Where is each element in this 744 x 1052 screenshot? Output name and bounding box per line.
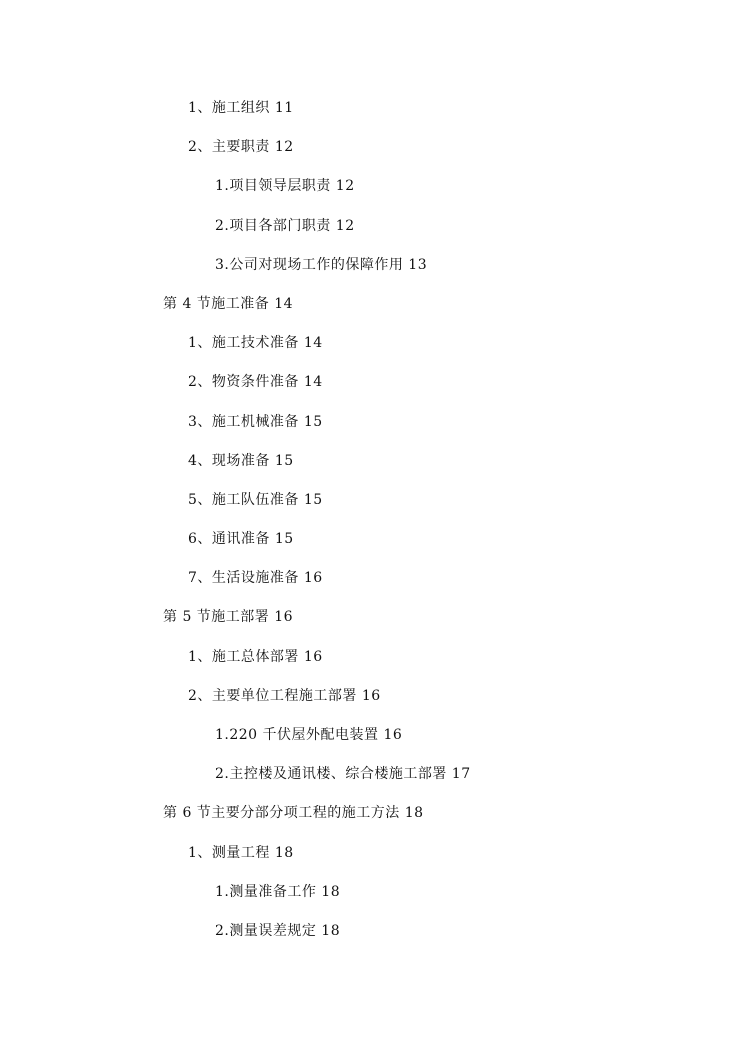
toc-entry[interactable]: 1.项目领导层职责 12: [215, 178, 355, 195]
toc-entry[interactable]: 2、物资条件准备 14: [188, 374, 323, 391]
toc-entry[interactable]: 3、施工机械准备 15: [188, 413, 323, 430]
toc-entry[interactable]: 1、测量工程 18: [188, 844, 294, 861]
toc-entry[interactable]: 1.测量准备工作 18: [215, 883, 341, 900]
toc-entry[interactable]: 5、施工队伍准备 15: [188, 491, 323, 508]
toc-entry[interactable]: 2.项目各部门职责 12: [215, 217, 355, 234]
toc-entry[interactable]: 4、现场准备 15: [188, 452, 294, 469]
toc-entry[interactable]: 2.主控楼及通讯楼、综合楼施工部署 17: [215, 766, 471, 783]
toc-entry[interactable]: 2.测量误差规定 18: [215, 922, 341, 939]
toc-entry[interactable]: 1、施工技术准备 14: [188, 335, 323, 352]
table-of-contents: [0, 96, 744, 958]
toc-entry[interactable]: 1.220 千伏屋外配电装置 16: [215, 727, 403, 743]
toc-section-heading[interactable]: 第 4 节施工准备 14: [163, 295, 294, 312]
toc-entry[interactable]: 2、主要职责 12: [188, 139, 294, 156]
toc-section-heading[interactable]: 第 6 节主要分部分项工程的施工方法 18: [163, 805, 424, 822]
toc-entry[interactable]: 3.公司对现场工作的保障作用 13: [215, 256, 428, 273]
toc-section-heading[interactable]: 第 5 节施工部署 16: [163, 609, 294, 626]
toc-entry[interactable]: 7、生活设施准备 16: [188, 570, 323, 587]
toc-entry[interactable]: 2、主要单位工程施工部署 16: [188, 687, 381, 704]
toc-entry[interactable]: 1、施工总体部署 16: [188, 648, 323, 665]
toc-entry[interactable]: 1、施工组织 11: [188, 100, 294, 116]
toc-entry[interactable]: 6、通讯准备 15: [188, 531, 294, 548]
